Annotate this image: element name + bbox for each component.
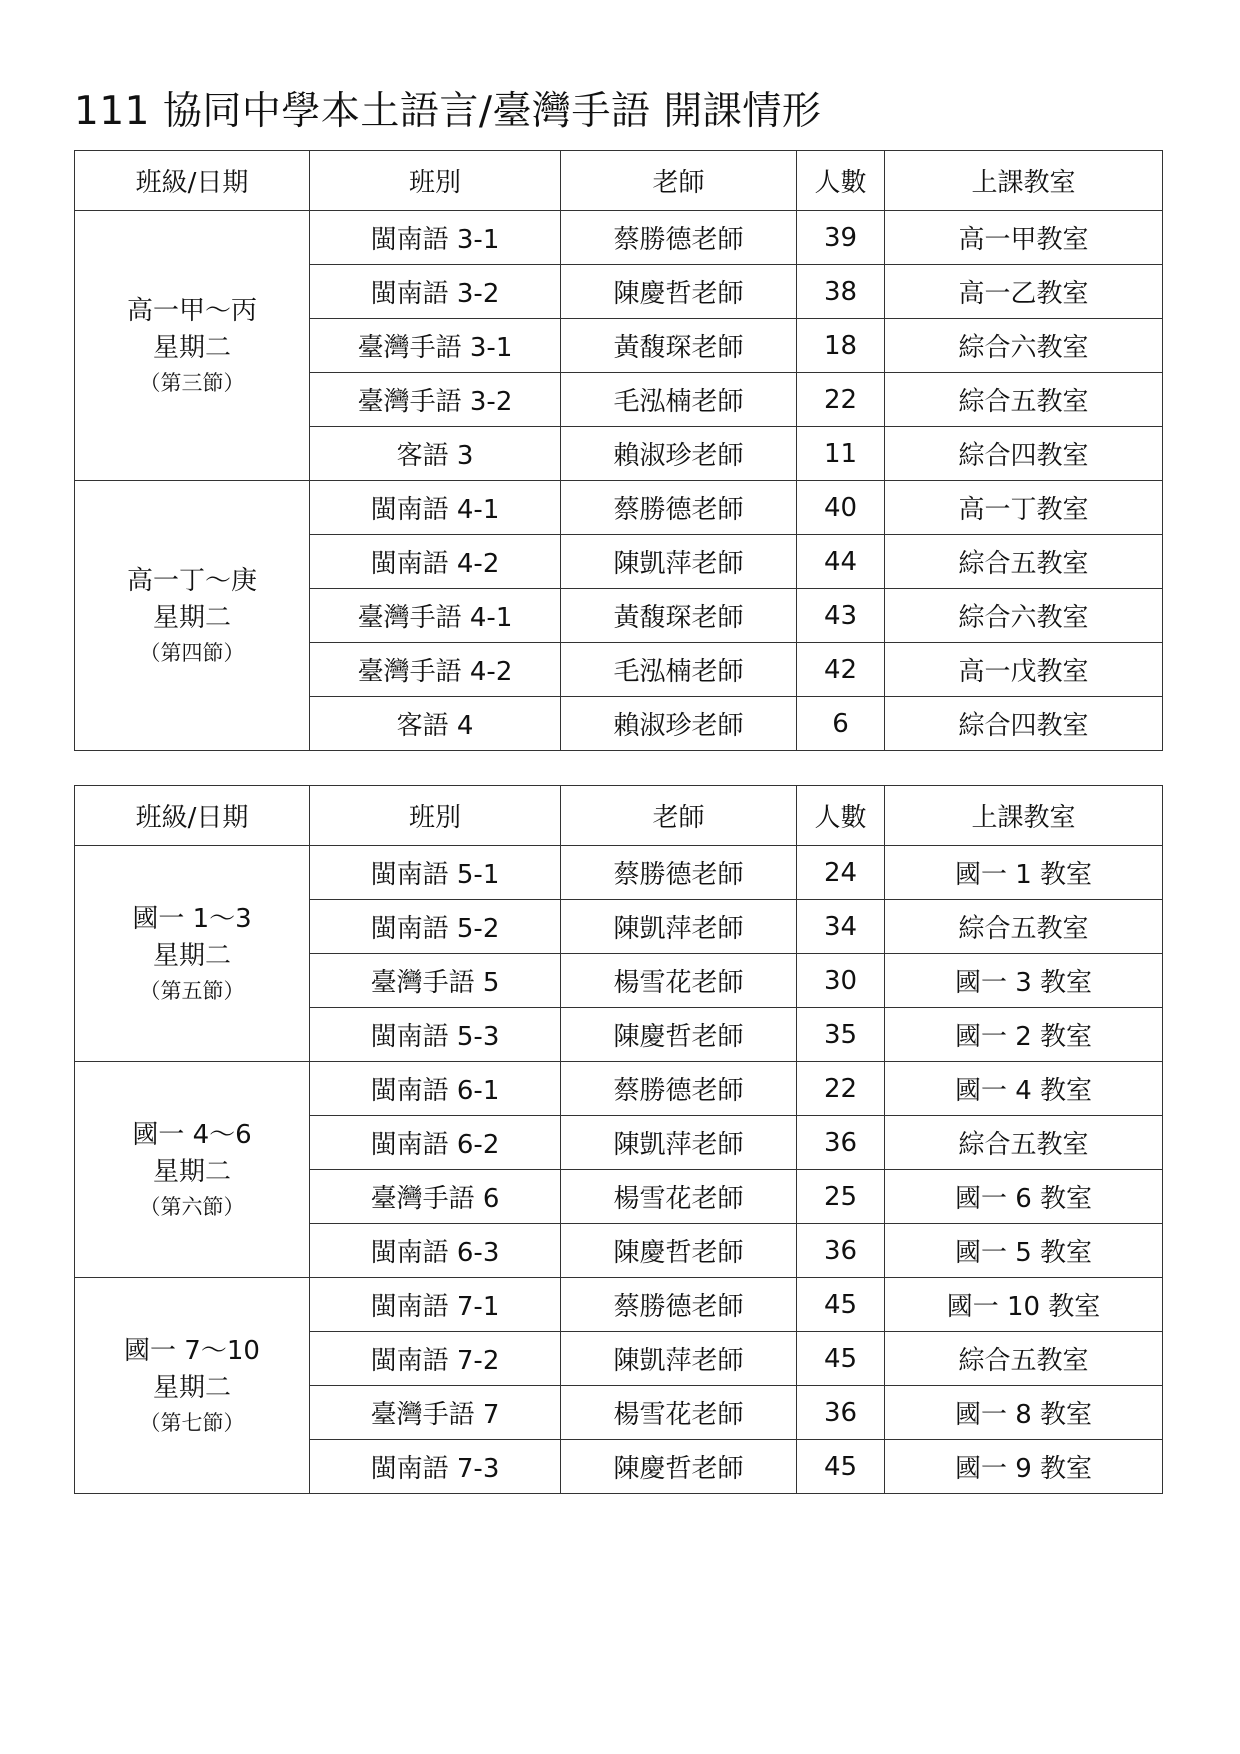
table-row — [75, 1062, 1163, 1116]
group-label — [75, 1062, 310, 1278]
teacher-cell: 楊雪花老師 — [561, 1170, 797, 1224]
teacher-cell: 陳凱萍老師 — [561, 535, 797, 589]
header-classroom: 上課教室 — [885, 786, 1163, 846]
group-day: 星期二 — [152, 940, 231, 971]
group-period: （第六節） — [139, 1194, 245, 1219]
classroom-cell: 國一 4 教室 — [885, 1062, 1163, 1116]
count-cell: 40 — [797, 481, 885, 535]
teacher-cell: 楊雪花老師 — [561, 954, 797, 1008]
classroom-cell: 國一 8 教室 — [885, 1386, 1163, 1440]
count-cell: 18 — [797, 319, 885, 373]
teacher-cell: 陳慶哲老師 — [561, 1008, 797, 1062]
course-cell: 閩南語 7-3 — [310, 1440, 561, 1494]
teacher-cell: 陳凱萍老師 — [561, 1116, 797, 1170]
group-period: （第三節） — [139, 370, 245, 395]
course-cell: 閩南語 7-1 — [310, 1278, 561, 1332]
classroom-cell: 國一 10 教室 — [885, 1278, 1163, 1332]
group-classes: 高一丁～庚 — [126, 565, 257, 596]
course-cell: 閩南語 5-2 — [310, 900, 561, 954]
group-period: （第四節） — [139, 640, 245, 665]
course-cell: 臺灣手語 4-2 — [310, 643, 561, 697]
teacher-cell: 蔡勝德老師 — [561, 1062, 797, 1116]
header-class-date: 班級/日期 — [75, 151, 310, 211]
page-title: 111 協同中學本土語言/臺灣手語 開課情形 — [74, 89, 822, 134]
header-class-date: 班級/日期 — [75, 786, 310, 846]
classroom-cell: 綜合六教室 — [885, 319, 1163, 373]
count-cell: 44 — [797, 535, 885, 589]
header-count: 人數 — [797, 151, 885, 211]
group-label — [75, 211, 310, 481]
teacher-cell: 賴淑珍老師 — [561, 697, 797, 751]
classroom-cell: 綜合五教室 — [885, 373, 1163, 427]
course-cell: 閩南語 5-3 — [310, 1008, 561, 1062]
classroom-cell: 國一 9 教室 — [885, 1440, 1163, 1494]
classroom-cell: 綜合四教室 — [885, 427, 1163, 481]
course-cell: 閩南語 7-2 — [310, 1332, 561, 1386]
header-row — [75, 151, 1163, 211]
classroom-cell: 綜合五教室 — [885, 900, 1163, 954]
teacher-cell: 蔡勝德老師 — [561, 1278, 797, 1332]
count-cell: 45 — [797, 1278, 885, 1332]
count-cell: 30 — [797, 954, 885, 1008]
course-cell: 臺灣手語 3-2 — [310, 373, 561, 427]
teacher-cell: 黃馥琛老師 — [561, 319, 797, 373]
classroom-cell: 綜合五教室 — [885, 535, 1163, 589]
teacher-cell: 陳慶哲老師 — [561, 265, 797, 319]
group-period: （第五節） — [139, 978, 245, 1003]
teacher-cell: 陳慶哲老師 — [561, 1224, 797, 1278]
course-cell: 臺灣手語 3-1 — [310, 319, 561, 373]
header-row — [75, 786, 1163, 846]
classroom-cell: 高一甲教室 — [885, 211, 1163, 265]
course-cell: 臺灣手語 7 — [310, 1386, 561, 1440]
count-cell: 36 — [797, 1116, 885, 1170]
classroom-cell: 高一丁教室 — [885, 481, 1163, 535]
count-cell: 36 — [797, 1224, 885, 1278]
course-cell: 客語 3 — [310, 427, 561, 481]
course-cell: 閩南語 3-2 — [310, 265, 561, 319]
classroom-cell: 綜合五教室 — [885, 1116, 1163, 1170]
course-cell: 臺灣手語 5 — [310, 954, 561, 1008]
table-row — [75, 211, 1163, 265]
group-classes: 高一甲～丙 — [126, 295, 257, 326]
classroom-cell: 綜合六教室 — [885, 589, 1163, 643]
header-course: 班別 — [310, 786, 561, 846]
group-classes: 國一 1～3 — [132, 903, 252, 934]
classroom-cell: 國一 3 教室 — [885, 954, 1163, 1008]
course-cell: 閩南語 4-1 — [310, 481, 561, 535]
teacher-cell: 賴淑珍老師 — [561, 427, 797, 481]
teacher-cell: 毛泓楠老師 — [561, 643, 797, 697]
table-row — [75, 481, 1163, 535]
group-label — [75, 1278, 310, 1494]
count-cell: 22 — [797, 373, 885, 427]
teacher-cell: 蔡勝德老師 — [561, 846, 797, 900]
count-cell: 11 — [797, 427, 885, 481]
course-cell: 閩南語 6-2 — [310, 1116, 561, 1170]
header-course: 班別 — [310, 151, 561, 211]
teacher-cell: 蔡勝德老師 — [561, 481, 797, 535]
classroom-cell: 高一乙教室 — [885, 265, 1163, 319]
group-day: 星期二 — [152, 1156, 231, 1187]
course-cell: 閩南語 4-2 — [310, 535, 561, 589]
count-cell: 43 — [797, 589, 885, 643]
course-cell: 閩南語 5-1 — [310, 846, 561, 900]
count-cell: 36 — [797, 1386, 885, 1440]
count-cell: 45 — [797, 1440, 885, 1494]
teacher-cell: 陳凱萍老師 — [561, 1332, 797, 1386]
count-cell: 22 — [797, 1062, 885, 1116]
classroom-cell: 國一 1 教室 — [885, 846, 1163, 900]
header-count: 人數 — [797, 786, 885, 846]
group-day: 星期二 — [152, 332, 231, 363]
classroom-cell: 國一 6 教室 — [885, 1170, 1163, 1224]
table-row — [75, 1278, 1163, 1332]
count-cell: 38 — [797, 265, 885, 319]
course-cell: 閩南語 6-1 — [310, 1062, 561, 1116]
count-cell: 6 — [797, 697, 885, 751]
group-label — [75, 846, 310, 1062]
teacher-cell: 毛泓楠老師 — [561, 373, 797, 427]
schedule-table-senior — [74, 150, 1163, 751]
teacher-cell: 陳凱萍老師 — [561, 900, 797, 954]
count-cell: 42 — [797, 643, 885, 697]
course-cell: 臺灣手語 4-1 — [310, 589, 561, 643]
classroom-cell: 國一 2 教室 — [885, 1008, 1163, 1062]
classroom-cell: 綜合四教室 — [885, 697, 1163, 751]
course-cell: 客語 4 — [310, 697, 561, 751]
group-classes: 國一 4～6 — [132, 1119, 252, 1150]
group-label — [75, 481, 310, 751]
schedule-table-junior — [74, 785, 1163, 1494]
classroom-cell: 國一 5 教室 — [885, 1224, 1163, 1278]
header-teacher: 老師 — [561, 786, 797, 846]
classroom-cell: 綜合五教室 — [885, 1332, 1163, 1386]
table-row — [75, 846, 1163, 900]
count-cell: 34 — [797, 900, 885, 954]
teacher-cell: 黃馥琛老師 — [561, 589, 797, 643]
count-cell: 25 — [797, 1170, 885, 1224]
teacher-cell: 楊雪花老師 — [561, 1386, 797, 1440]
course-cell: 閩南語 3-1 — [310, 211, 561, 265]
header-classroom: 上課教室 — [885, 151, 1163, 211]
group-classes: 國一 7～10 — [124, 1335, 260, 1366]
group-day: 星期二 — [152, 1372, 231, 1403]
group-day: 星期二 — [152, 602, 231, 633]
course-cell: 臺灣手語 6 — [310, 1170, 561, 1224]
teacher-cell: 蔡勝德老師 — [561, 211, 797, 265]
count-cell: 39 — [797, 211, 885, 265]
group-period: （第七節） — [139, 1410, 245, 1435]
course-cell: 閩南語 6-3 — [310, 1224, 561, 1278]
count-cell: 24 — [797, 846, 885, 900]
count-cell: 45 — [797, 1332, 885, 1386]
teacher-cell: 陳慶哲老師 — [561, 1440, 797, 1494]
header-teacher: 老師 — [561, 151, 797, 211]
classroom-cell: 高一戊教室 — [885, 643, 1163, 697]
count-cell: 35 — [797, 1008, 885, 1062]
